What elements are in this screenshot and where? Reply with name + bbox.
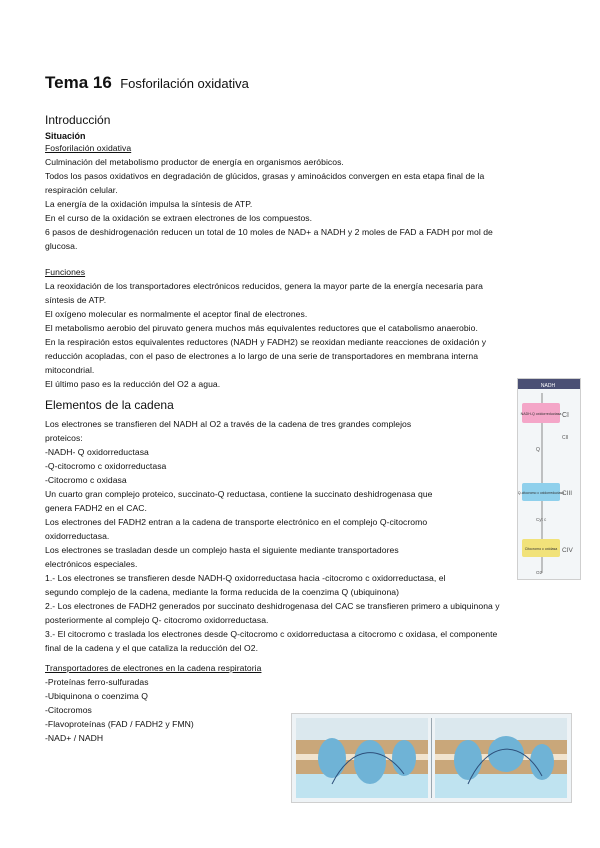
complex-1-box-label: NADH-Q oxidorreductasa	[520, 412, 562, 416]
cadena-line: 2.- Los electrones de FADH2 generados por succinato deshidrogenasa del CAC se transfieren primero a ubiquinona y	[45, 601, 500, 611]
cadena-line: -Citocromo c oxidasa	[45, 475, 127, 485]
transportadores-item: -Proteínas ferro-sulfuradas	[45, 677, 149, 687]
fosforilacion-label: Fosforilación oxidativa	[45, 143, 132, 153]
funciones-line: La reoxidación de los transportadores electrónicos reducidos, genera la mayor parte de la energía necesaria para	[45, 281, 483, 291]
transportadores-heading: Transportadores de electrones en la cadena respiratoria	[45, 663, 262, 673]
cadena-line: -NADH- Q oxidorreductasa	[45, 447, 149, 457]
situacion-label: Situación	[45, 131, 86, 141]
intro-heading: Introducción	[45, 113, 111, 127]
intro-line: respiración celular.	[45, 185, 118, 195]
membrane-figure-svg	[292, 714, 571, 802]
funciones-label: Funciones	[45, 267, 86, 277]
right-complex-b	[488, 736, 524, 772]
intro-line: 6 pasos de deshidrogenación reducen un total de 10 moles de NAD+ a NADH y 2 moles de FAD a FADH por mol de	[45, 227, 493, 237]
cadena-heading: Elementos de la cadena	[45, 398, 174, 412]
cadena-line: segundo complejo de la cadena, mediante la forma reducida de la coenzima Q (ubiquinona)	[45, 587, 400, 597]
electron-chain-diagram	[517, 378, 581, 580]
funciones-line: El oxígeno molecular es normalmente el aceptor final de electrones.	[45, 309, 308, 319]
cytc-label: Cyt c	[536, 517, 547, 522]
electron-chain-svg	[518, 379, 580, 579]
panel-left	[296, 718, 428, 798]
cadena-line: final de la cadena y el que cataliza la reducción del O2.	[45, 643, 259, 653]
left-complex-a	[318, 738, 346, 778]
cadena-line: 1.- Los electrones se transfieren desde NADH-Q oxidorreductasa hacia -citocromo c oxidorreductasa, el	[45, 573, 446, 583]
intro-line: glucosa.	[45, 241, 78, 251]
q-label: Q	[536, 447, 540, 453]
cadena-line: -Q-citocromo c oxidorreductasa	[45, 461, 167, 471]
cadena-line: proteicos:	[45, 433, 83, 443]
funciones-line: reducción acopladas, con el paso de electrones a lo largo de una serie de transportadores en membrana interna	[45, 351, 479, 361]
funciones-line: mitocondrial.	[45, 365, 95, 375]
complex-4-numeral: CIV	[562, 547, 573, 554]
funciones-line: En la respiración estos equivalentes reductores (NADH y FADH2) se reoxidan mediante reacciones de oxidación y	[45, 337, 487, 347]
intro-line: Todos los pasos oxidativos en degradación de glúcidos, grasas y aminoácidos convergen en esta etapa final de la	[45, 171, 485, 181]
funciones-line: El último paso es la reducción del O2 a agua.	[45, 379, 221, 389]
cadena-line: Los electrones se trasladan desde un complejo hasta el siguiente mediante transportadores	[45, 545, 399, 555]
cadena-line: 3.- El citocromo c traslada los electrones desde Q-citocromo c oxidorreductasa a citocromo c oxidasa, el componente	[45, 629, 498, 639]
title-number: Tema 16	[45, 73, 112, 92]
diagram-bottom-label: O2	[536, 570, 543, 575]
cadena-line: Los electrones del FADH2 entran a la cadena de transporte electrónico en el complejo Q-citocromo	[45, 517, 428, 527]
transportadores-item: -NAD+ / NADH	[45, 733, 104, 743]
right-complex-a	[454, 740, 482, 780]
funciones-line: El metabolismo aerobio del piruvato genera muchos más equivalentes reductores que el catabolismo anaerobio.	[45, 323, 478, 333]
left-intermembrane-space	[296, 718, 428, 740]
right-intermembrane-space	[435, 718, 567, 740]
left-complex-c	[392, 740, 416, 776]
panel-right	[435, 718, 567, 798]
transportadores-item: -Citocromos	[45, 705, 92, 715]
cadena-line: Un cuarto gran complejo proteico, succinato-Q reductasa, contiene la succinato deshidrogenasa que	[45, 489, 433, 499]
complex-3-box-label: Q-citocromo c oxidorreductasa	[518, 491, 565, 495]
title-subtitle: Fosforilación oxidativa	[120, 76, 249, 91]
cadena-line: Los electrones se transfieren del NADH al O2 a través de la cadena de tres grandes complejos	[45, 419, 412, 429]
diagram-top-label: NADH	[540, 383, 556, 389]
cadena-line: genera FADH2 en el CAC.	[45, 503, 147, 513]
transportadores-item: -Ubiquinona o coenzima Q	[45, 691, 148, 701]
right-complex-c	[530, 744, 554, 780]
membrane-transport-figure	[291, 713, 572, 803]
intro-line: En el curso de la oxidación se extraen electrones de los compuestos.	[45, 213, 313, 223]
complex-3-numeral: CIII	[562, 490, 573, 497]
numeral-2: CII	[562, 435, 569, 441]
transportadores-item: -Flavoproteínas (FAD / FADH2 y FMN)	[45, 719, 194, 729]
complex-1-numeral: CI	[562, 412, 569, 419]
cadena-line: electrónicos especiales.	[45, 559, 138, 569]
complex-4-box-label: Citocromo c oxidasa	[524, 547, 558, 551]
page-title	[45, 73, 249, 93]
intro-line: Culminación del metabolismo productor de energía en organismos aeróbicos.	[45, 157, 344, 167]
cadena-line: oxidorreductasa.	[45, 531, 110, 541]
cadena-line: posteriormente al complejo Q- citocromo oxidorreductasa.	[45, 615, 269, 625]
left-complex-b	[354, 740, 386, 784]
funciones-line: síntesis de ATP.	[45, 295, 107, 305]
intro-line: La energía de la oxidación impulsa la síntesis de ATP.	[45, 199, 253, 209]
